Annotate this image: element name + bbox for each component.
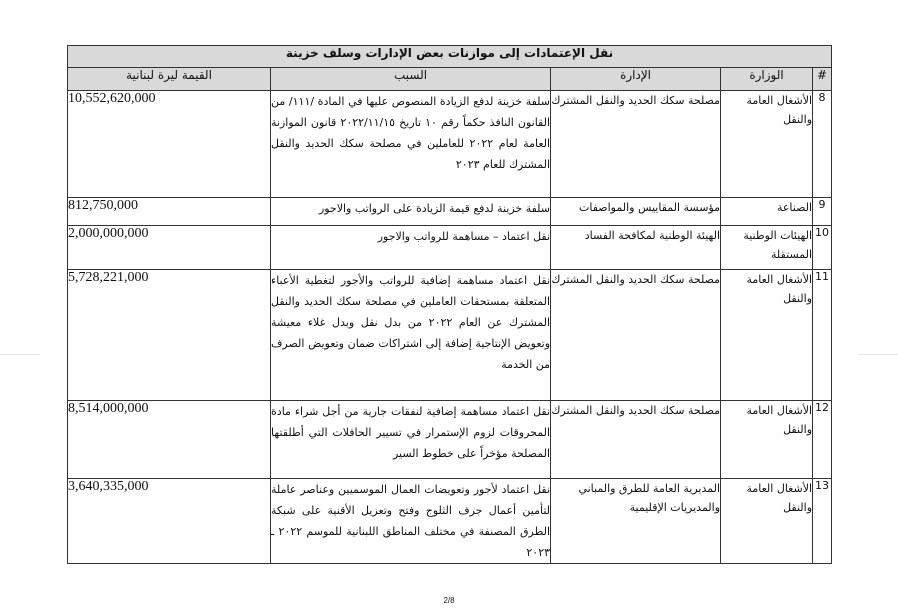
table-row bbox=[68, 226, 832, 270]
row-department: المديرية العامة للطرق والمباني والمديريات الإقليمية bbox=[551, 479, 721, 564]
appropriations-table bbox=[67, 45, 832, 564]
row-ministry: الصناعة bbox=[721, 198, 813, 226]
row-num: 11 bbox=[813, 270, 832, 401]
row-value: 812,750,000 bbox=[68, 198, 271, 226]
header-reason: السبب bbox=[271, 68, 551, 91]
row-department: مصلحة سكك الحديد والنقل المشترك bbox=[551, 401, 721, 479]
row-reason: نقل اعتماد مساهمة إضافية لنفقات جارية من أجل شراء مادة المحروقات لزوم الإستمرار في تسيير الحافلات التي أطلقتها المصلحة مؤخراً على خطوط السير bbox=[271, 401, 551, 479]
row-num: 12 bbox=[813, 401, 832, 479]
header-ministry: الوزارة bbox=[721, 68, 813, 91]
row-reason: نقل اعتماد مساهمة إضافية للرواتب والأجور لتغطية الأعباء المتعلقة بمستحقات العاملين في مصلحة سكك الحديد والنقل المشترك عن العام ٢٠٢٢ من بدل نقل وبدل غلاء معيشة وتعويض الإنتاجية إضافة إلى اشتراكات ضمان وتعويض الصرف من الخدمة bbox=[271, 270, 551, 401]
table-header-row bbox=[68, 68, 832, 91]
row-department: مصلحة سكك الحديد والنقل المشترك bbox=[551, 91, 721, 198]
row-value: 3,640,335,000 bbox=[68, 479, 271, 564]
row-num: 10 bbox=[813, 226, 832, 270]
row-value: 5,728,221,000 bbox=[68, 270, 271, 401]
row-department: مؤسسة المقاييس والمواصفات bbox=[551, 198, 721, 226]
row-ministry: الهيئات الوطنية المستقلة bbox=[721, 226, 813, 270]
row-num: 13 bbox=[813, 479, 832, 564]
table-title: نقل الإعتمادات إلى موازنات بعض الإدارات وسلف خزينة bbox=[68, 46, 832, 68]
page-number: 2/8 bbox=[443, 596, 455, 605]
row-reason: سلفة خزينة لدفع الزيادة المنصوص عليها في المادة /١١١/ من القانون النافذ حكماً رقم ١٠ تاريخ ٢٠٢٢/١١/١٥ قانون الموازنة العامة لعام ٢٠٢٢ للعاملين في مصلحة سكك الحديد والنقل المشترك للعام ٢٠٢٣ bbox=[271, 91, 551, 198]
table-row bbox=[68, 479, 832, 564]
table-row bbox=[68, 91, 832, 198]
table-title-row bbox=[68, 46, 832, 68]
header-num: # bbox=[813, 68, 832, 91]
row-reason: سلفة خزينة لدفع قيمة الزيادة على الرواتب والاجور bbox=[271, 198, 551, 226]
row-value: 10,552,620,000 bbox=[68, 91, 271, 198]
row-ministry: الأشغال العامة والنقل bbox=[721, 479, 813, 564]
table-row bbox=[68, 198, 832, 226]
scan-mark-left bbox=[0, 354, 40, 355]
row-ministry: الأشغال العامة والنقل bbox=[721, 91, 813, 198]
row-department: مصلحة سكك الحديد والنقل المشترك bbox=[551, 270, 721, 401]
row-ministry: الأشغال العامة والنقل bbox=[721, 270, 813, 401]
row-num: 8 bbox=[813, 91, 832, 198]
row-department: الهيئة الوطنية لمكافحة الفساد bbox=[551, 226, 721, 270]
row-ministry: الأشغال العامة والنقل bbox=[721, 401, 813, 479]
row-reason: نقل اعتماد لأجور وتعويضات العمال الموسميين وعناصر عاملة لتأمين أعمال جرف الثلوج وفتح وتعزيل الأقنية على شبكة الطرق المصنفة في مختلف المناطق اللبنانية للموسم ٢٠٢٢ ـ ٢٠٢٣ bbox=[271, 479, 551, 564]
row-value: 2,000,000,000 bbox=[68, 226, 271, 270]
header-value: القيمة ليرة لبنانية bbox=[68, 68, 271, 91]
table-row bbox=[68, 270, 832, 401]
row-value: 8,514,000,000 bbox=[68, 401, 271, 479]
row-reason: نقل اعتماد – مساهمة للرواتب والاجور bbox=[271, 226, 551, 270]
header-department: الإدارة bbox=[551, 68, 721, 91]
table-row bbox=[68, 401, 832, 479]
scan-mark-right bbox=[858, 354, 898, 355]
row-num: 9 bbox=[813, 198, 832, 226]
